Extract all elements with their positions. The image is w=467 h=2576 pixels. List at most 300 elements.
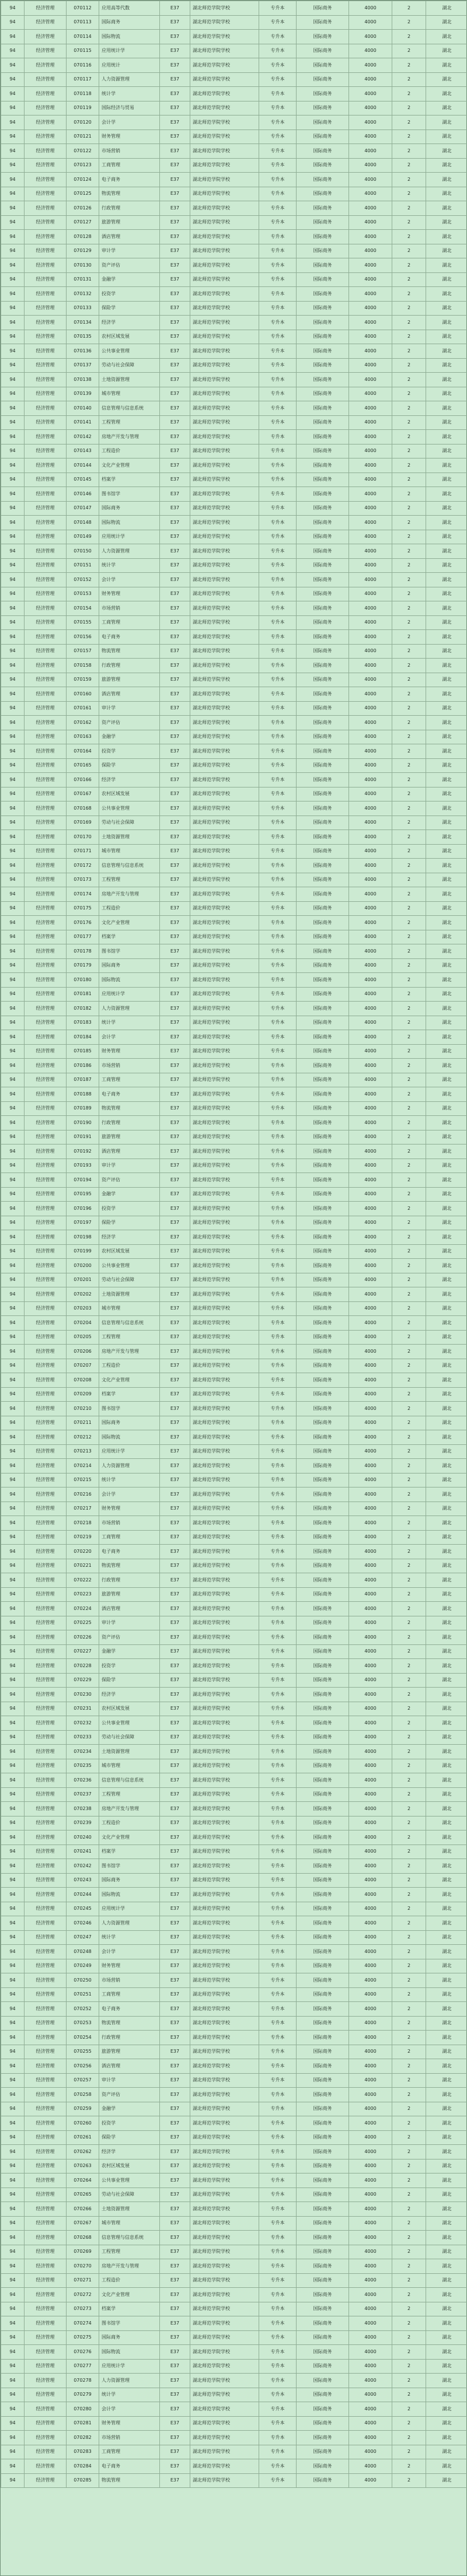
- cell-province: 湖北: [426, 158, 467, 173]
- cell-years: 2: [392, 701, 426, 716]
- cell-province: 湖北: [426, 87, 467, 102]
- cell-fee: 4000: [349, 1459, 392, 1474]
- cell-num: 94: [1, 1488, 25, 1502]
- cell-category: 经济管理: [25, 2016, 67, 2031]
- cell-years: 2: [392, 2431, 426, 2445]
- cell-category: 经济管理: [25, 116, 67, 130]
- cell-code: 070193: [67, 1158, 99, 1173]
- cell-direction: 国际商务: [297, 1044, 349, 1059]
- cell-province: 湖北: [426, 1530, 467, 1545]
- cell-level: 专升本: [259, 1930, 297, 1945]
- cell-tag: E37: [160, 1787, 190, 1802]
- cell-level: 专升本: [259, 1502, 297, 1516]
- cell-school: 湖北师范学院学校: [190, 215, 259, 230]
- cell-course: 财务管理: [99, 587, 160, 601]
- cell-course: 保险学: [99, 1216, 160, 1230]
- cell-direction: 国际商务: [297, 816, 349, 830]
- cell-direction: 国际商务: [297, 2088, 349, 2102]
- cell-years: 2: [392, 1973, 426, 1988]
- cell-tag: E37: [160, 373, 190, 387]
- cell-fee: 4000: [349, 1444, 392, 1459]
- cell-years: 2: [392, 2145, 426, 2160]
- cell-level: 专升本: [259, 2288, 297, 2302]
- cell-province: 湖北: [426, 1630, 467, 1645]
- cell-category: 经济管理: [25, 1173, 67, 1188]
- cell-fee: 4000: [349, 1902, 392, 1916]
- cell-course: 劳动与社会保障: [99, 358, 160, 373]
- cell-direction: 国际商务: [297, 201, 349, 216]
- cell-code: 070182: [67, 1002, 99, 1016]
- cell-code: 070135: [67, 330, 99, 344]
- cell-province: 湖北: [426, 887, 467, 902]
- cell-years: 2: [392, 1402, 426, 1416]
- cell-years: 2: [392, 1130, 426, 1144]
- cell-level: 专升本: [259, 501, 297, 516]
- cell-fee: 4000: [349, 44, 392, 58]
- cell-num: 94: [1, 2402, 25, 2417]
- cell-level: 专升本: [259, 1845, 297, 1859]
- cell-tag: E37: [160, 44, 190, 58]
- table-row: [1, 987, 467, 1002]
- cell-fee: 4000: [349, 2002, 392, 2017]
- cell-province: 湖北: [426, 487, 467, 502]
- cell-years: 2: [392, 272, 426, 287]
- cell-direction: 国际商务: [297, 2316, 349, 2331]
- cell-level: 专升本: [259, 244, 297, 258]
- cell-course: 市场营销: [99, 601, 160, 616]
- cell-category: 经济管理: [25, 1530, 67, 1545]
- cell-num: 94: [1, 2159, 25, 2174]
- cell-num: 94: [1, 1587, 25, 1602]
- cell-years: 2: [392, 1959, 426, 1973]
- table-row: [1, 1644, 467, 1659]
- cell-years: 2: [392, 644, 426, 659]
- cell-category: 经济管理: [25, 2245, 67, 2259]
- table-row: [1, 887, 467, 902]
- cell-category: 经济管理: [25, 687, 67, 702]
- cell-category: 经济管理: [25, 1158, 67, 1173]
- cell-course: 经济学: [99, 316, 160, 330]
- cell-num: 94: [1, 1101, 25, 1116]
- cell-category: 经济管理: [25, 973, 67, 988]
- cell-num: 94: [1, 773, 25, 788]
- cell-direction: 国际商务: [297, 1316, 349, 1331]
- table-row: [1, 15, 467, 30]
- cell-years: 2: [392, 558, 426, 573]
- cell-level: 专升本: [259, 287, 297, 302]
- cell-years: 2: [392, 1430, 426, 1445]
- cell-category: 经济管理: [25, 230, 67, 244]
- cell-course: 审计学: [99, 2073, 160, 2088]
- cell-years: 2: [392, 1602, 426, 1616]
- cell-category: 经济管理: [25, 1644, 67, 1659]
- cell-code: 070192: [67, 1144, 99, 1159]
- cell-province: 湖北: [426, 2059, 467, 2074]
- cell-course: 物流管理: [99, 644, 160, 659]
- table-row: [1, 558, 467, 573]
- cell-school: 湖北师范学院学校: [190, 101, 259, 116]
- cell-fee: 4000: [349, 301, 392, 316]
- cell-direction: 国际商务: [297, 973, 349, 988]
- cell-tag: E37: [160, 230, 190, 244]
- cell-level: 专升本: [259, 1187, 297, 1202]
- table-row: [1, 2302, 467, 2316]
- cell-tag: E37: [160, 2145, 190, 2160]
- table-row: [1, 601, 467, 616]
- cell-tag: E37: [160, 2273, 190, 2288]
- cell-course: 会计学: [99, 2402, 160, 2417]
- cell-years: 2: [392, 2345, 426, 2360]
- cell-category: 经济管理: [25, 2316, 67, 2331]
- cell-tag: E37: [160, 830, 190, 845]
- cell-years: 2: [392, 158, 426, 173]
- cell-course: 国际物流: [99, 2345, 160, 2360]
- cell-fee: 4000: [349, 2231, 392, 2245]
- cell-direction: 国际商务: [297, 1802, 349, 1817]
- cell-years: 2: [392, 615, 426, 630]
- cell-province: 湖北: [426, 1930, 467, 1945]
- cell-code: 070212: [67, 1430, 99, 1445]
- cell-tag: E37: [160, 2288, 190, 2302]
- cell-school: 湖北师范学院学校: [190, 330, 259, 344]
- cell-code: 070161: [67, 701, 99, 716]
- cell-level: 专升本: [259, 1816, 297, 1831]
- table-row: [1, 1059, 467, 1073]
- cell-province: 湖北: [426, 287, 467, 302]
- cell-code: 070159: [67, 673, 99, 687]
- table-row: [1, 744, 467, 759]
- cell-category: 经济管理: [25, 344, 67, 359]
- cell-tag: E37: [160, 358, 190, 373]
- table-row: [1, 430, 467, 444]
- cell-level: 专升本: [259, 2359, 297, 2374]
- cell-category: 经济管理: [25, 1044, 67, 1059]
- cell-fee: 4000: [349, 587, 392, 601]
- cell-level: 专升本: [259, 487, 297, 502]
- cell-level: 专升本: [259, 1644, 297, 1659]
- cell-category: 经济管理: [25, 659, 67, 673]
- cell-tag: E37: [160, 258, 190, 273]
- table-row: [1, 1444, 467, 1459]
- cell-code: 070118: [67, 87, 99, 102]
- cell-level: 专升本: [259, 615, 297, 630]
- cell-level: 专升本: [259, 1359, 297, 1373]
- cell-years: 2: [392, 1845, 426, 1859]
- cell-years: 2: [392, 387, 426, 401]
- cell-category: 经济管理: [25, 2273, 67, 2288]
- cell-tag: E37: [160, 2402, 190, 2417]
- cell-num: 94: [1, 687, 25, 702]
- cell-direction: 国际商务: [297, 330, 349, 344]
- cell-school: 湖北师范学院学校: [190, 2202, 259, 2217]
- cell-province: 湖北: [426, 1158, 467, 1173]
- cell-fee: 4000: [349, 15, 392, 30]
- cell-province: 湖北: [426, 1787, 467, 1802]
- table-row: [1, 2245, 467, 2259]
- cell-fee: 4000: [349, 1387, 392, 1402]
- cell-course: 工商管理: [99, 1530, 160, 1545]
- cell-code: 070178: [67, 944, 99, 959]
- cell-category: 经济管理: [25, 1030, 67, 1045]
- cell-tag: E37: [160, 930, 190, 944]
- cell-course: 档案学: [99, 1387, 160, 1402]
- cell-num: 94: [1, 930, 25, 944]
- cell-category: 经济管理: [25, 558, 67, 573]
- cell-course: 人力资源管理: [99, 1916, 160, 1931]
- cell-school: 湖北师范学院学校: [190, 587, 259, 601]
- cell-direction: 国际商务: [297, 673, 349, 687]
- cell-school: 湖北师范学院学校: [190, 1659, 259, 1674]
- cell-category: 经济管理: [25, 72, 67, 87]
- cell-tag: E37: [160, 2459, 190, 2474]
- cell-tag: E37: [160, 173, 190, 187]
- cell-level: 专升本: [259, 930, 297, 944]
- cell-category: 经济管理: [25, 2216, 67, 2231]
- cell-code: 070177: [67, 930, 99, 944]
- cell-direction: 国际商务: [297, 1002, 349, 1016]
- cell-course: 经济学: [99, 1688, 160, 1702]
- table-row: [1, 2174, 467, 2188]
- cell-course: 图书馆学: [99, 944, 160, 959]
- cell-num: 94: [1, 1330, 25, 1345]
- cell-category: 经济管理: [25, 101, 67, 116]
- cell-num: 94: [1, 1945, 25, 1959]
- cell-school: 湖北师范学院学校: [190, 1059, 259, 1073]
- cell-num: 94: [1, 1873, 25, 1888]
- cell-category: 经济管理: [25, 1116, 67, 1130]
- cell-course: 档案学: [99, 1845, 160, 1859]
- cell-fee: 4000: [349, 1816, 392, 1831]
- cell-province: 湖北: [426, 1802, 467, 1817]
- cell-level: 专升本: [259, 1573, 297, 1588]
- table-row: [1, 544, 467, 559]
- cell-code: 070180: [67, 973, 99, 988]
- cell-num: 94: [1, 2088, 25, 2102]
- cell-category: 经济管理: [25, 2088, 67, 2102]
- cell-tag: E37: [160, 1130, 190, 1144]
- cell-direction: 国际商务: [297, 802, 349, 816]
- cell-school: 湖北师范学院学校: [190, 773, 259, 788]
- cell-course: 劳动与社会保障: [99, 1730, 160, 1745]
- cell-province: 湖北: [426, 1044, 467, 1059]
- table-row: [1, 2345, 467, 2360]
- cell-direction: 国际商务: [297, 2073, 349, 2088]
- cell-num: 94: [1, 2245, 25, 2259]
- cell-years: 2: [392, 1301, 426, 1316]
- cell-school: 湖北师范学院学校: [190, 1330, 259, 1345]
- cell-code: 070265: [67, 2188, 99, 2202]
- cell-course: 资产评估: [99, 716, 160, 730]
- cell-category: 经济管理: [25, 1773, 67, 1788]
- cell-years: 2: [392, 2459, 426, 2474]
- cell-tag: E37: [160, 1573, 190, 1588]
- cell-province: 湖北: [426, 2316, 467, 2331]
- cell-province: 湖北: [426, 1902, 467, 1916]
- cell-category: 经济管理: [25, 1745, 67, 1759]
- cell-direction: 国际商务: [297, 2374, 349, 2388]
- cell-direction: 国际商务: [297, 1473, 349, 1488]
- cell-school: 湖北师范学院学校: [190, 1759, 259, 1773]
- cell-category: 经济管理: [25, 1444, 67, 1459]
- cell-category: 经济管理: [25, 1845, 67, 1859]
- cell-code: 070122: [67, 144, 99, 159]
- cell-code: 070187: [67, 1073, 99, 1087]
- cell-code: 070208: [67, 1373, 99, 1388]
- cell-years: 2: [392, 802, 426, 816]
- cell-level: 专升本: [259, 2045, 297, 2059]
- cell-tag: E37: [160, 1959, 190, 1973]
- cell-course: 统计学: [99, 558, 160, 573]
- cell-level: 专升本: [259, 2116, 297, 2131]
- cell-tag: E37: [160, 1759, 190, 1773]
- cell-tag: E37: [160, 2174, 190, 2188]
- cell-direction: 国际商务: [297, 2388, 349, 2402]
- table-row: [1, 1502, 467, 1516]
- cell-tag: E37: [160, 2116, 190, 2131]
- cell-tag: E37: [160, 1773, 190, 1788]
- cell-fee: 4000: [349, 644, 392, 659]
- cell-course: 审计学: [99, 1158, 160, 1173]
- cell-school: 湖北师范学院学校: [190, 2102, 259, 2116]
- cell-code: 070150: [67, 544, 99, 559]
- cell-code: 070241: [67, 1845, 99, 1859]
- cell-level: 专升本: [259, 744, 297, 759]
- cell-num: 94: [1, 144, 25, 159]
- cell-province: 湖北: [426, 730, 467, 744]
- cell-tag: E37: [160, 816, 190, 830]
- cell-fee: 4000: [349, 1630, 392, 1645]
- cell-num: 94: [1, 2145, 25, 2160]
- cell-code: 070170: [67, 830, 99, 845]
- cell-category: 经济管理: [25, 873, 67, 887]
- cell-level: 专升本: [259, 844, 297, 859]
- cell-code: 070284: [67, 2459, 99, 2474]
- cell-category: 经济管理: [25, 1616, 67, 1630]
- cell-direction: 国际商务: [297, 2302, 349, 2316]
- cell-years: 2: [392, 1688, 426, 1702]
- cell-course: 经济学: [99, 773, 160, 788]
- cell-school: 湖北师范学院学校: [190, 2245, 259, 2259]
- cell-category: 经济管理: [25, 1144, 67, 1159]
- cell-course: 金融学: [99, 1644, 160, 1659]
- cell-fee: 4000: [349, 1059, 392, 1073]
- cell-province: 湖北: [426, 230, 467, 244]
- cell-tag: E37: [160, 2202, 190, 2217]
- cell-fee: 4000: [349, 787, 392, 802]
- cell-level: 专升本: [259, 830, 297, 845]
- table-row: [1, 1202, 467, 1216]
- cell-level: 专升本: [259, 887, 297, 902]
- cell-school: 湖北师范学院学校: [190, 2002, 259, 2017]
- cell-fee: 4000: [349, 1359, 392, 1373]
- cell-level: 专升本: [259, 916, 297, 930]
- cell-num: 94: [1, 1559, 25, 1573]
- cell-fee: 4000: [349, 2245, 392, 2259]
- cell-tag: E37: [160, 30, 190, 44]
- cell-direction: 国际商务: [297, 1831, 349, 1845]
- cell-fee: 4000: [349, 272, 392, 287]
- cell-num: 94: [1, 1831, 25, 1845]
- cell-years: 2: [392, 1630, 426, 1645]
- cell-category: 经济管理: [25, 258, 67, 273]
- cell-direction: 国际商务: [297, 1158, 349, 1173]
- cell-direction: 国际商务: [297, 1559, 349, 1573]
- cell-course: 市场营销: [99, 1973, 160, 1988]
- cell-code: 070121: [67, 130, 99, 144]
- cell-fee: 4000: [349, 287, 392, 302]
- cell-level: 专升本: [259, 2459, 297, 2474]
- cell-fee: 4000: [349, 1244, 392, 1259]
- cell-level: 专升本: [259, 130, 297, 144]
- cell-province: 湖北: [426, 387, 467, 401]
- cell-level: 专升本: [259, 15, 297, 30]
- cell-school: 湖北师范学院学校: [190, 1216, 259, 1230]
- cell-code: 070124: [67, 173, 99, 187]
- cell-fee: 4000: [349, 230, 392, 244]
- cell-school: 湖北师范学院学校: [190, 758, 259, 773]
- cell-tag: E37: [160, 1845, 190, 1859]
- cell-school: 湖北师范学院学校: [190, 1802, 259, 1817]
- cell-province: 湖北: [426, 130, 467, 144]
- cell-code: 070275: [67, 2330, 99, 2345]
- cell-category: 经济管理: [25, 287, 67, 302]
- cell-course: 酒店管理: [99, 1144, 160, 1159]
- cell-school: 湖北师范学院学校: [190, 916, 259, 930]
- cell-level: 专升本: [259, 1959, 297, 1973]
- cell-level: 专升本: [259, 1859, 297, 1874]
- cell-years: 2: [392, 1473, 426, 1488]
- cell-code: 070239: [67, 1816, 99, 1831]
- cell-level: 专升本: [259, 816, 297, 830]
- cell-province: 湖北: [426, 1073, 467, 1087]
- cell-province: 湖北: [426, 1688, 467, 1702]
- cell-course: 工程造价: [99, 444, 160, 459]
- cell-category: 经济管理: [25, 2388, 67, 2402]
- cell-fee: 4000: [349, 2045, 392, 2059]
- cell-num: 94: [1, 1073, 25, 1087]
- cell-tag: E37: [160, 716, 190, 730]
- cell-level: 专升本: [259, 1416, 297, 1430]
- cell-years: 2: [392, 859, 426, 873]
- cell-school: 湖北师范学院学校: [190, 1116, 259, 1130]
- cell-num: 94: [1, 1659, 25, 1674]
- cell-tag: E37: [160, 630, 190, 645]
- cell-direction: 国际商务: [297, 773, 349, 788]
- cell-level: 专升本: [259, 1530, 297, 1545]
- cell-direction: 国际商务: [297, 72, 349, 87]
- cell-code: 070236: [67, 1773, 99, 1788]
- cell-direction: 国际商务: [297, 1387, 349, 1402]
- cell-tag: E37: [160, 444, 190, 459]
- cell-course: 农村区域发展: [99, 2159, 160, 2174]
- cell-province: 湖北: [426, 1716, 467, 1731]
- cell-fee: 4000: [349, 30, 392, 44]
- cell-code: 070270: [67, 2259, 99, 2274]
- cell-school: 湖北师范学院学校: [190, 802, 259, 816]
- cell-category: 经济管理: [25, 144, 67, 159]
- cell-direction: 国际商务: [297, 1973, 349, 1988]
- cell-tag: E37: [160, 387, 190, 401]
- cell-fee: 4000: [349, 544, 392, 559]
- cell-province: 湖北: [426, 2088, 467, 2102]
- cell-category: 经济管理: [25, 1945, 67, 1959]
- cell-code: 070204: [67, 1316, 99, 1331]
- table-row: [1, 615, 467, 630]
- cell-code: 070263: [67, 2159, 99, 2174]
- cell-school: 湖北师范学院学校: [190, 1845, 259, 1859]
- cell-school: 湖北师范学院学校: [190, 2416, 259, 2431]
- cell-code: 070234: [67, 1745, 99, 1759]
